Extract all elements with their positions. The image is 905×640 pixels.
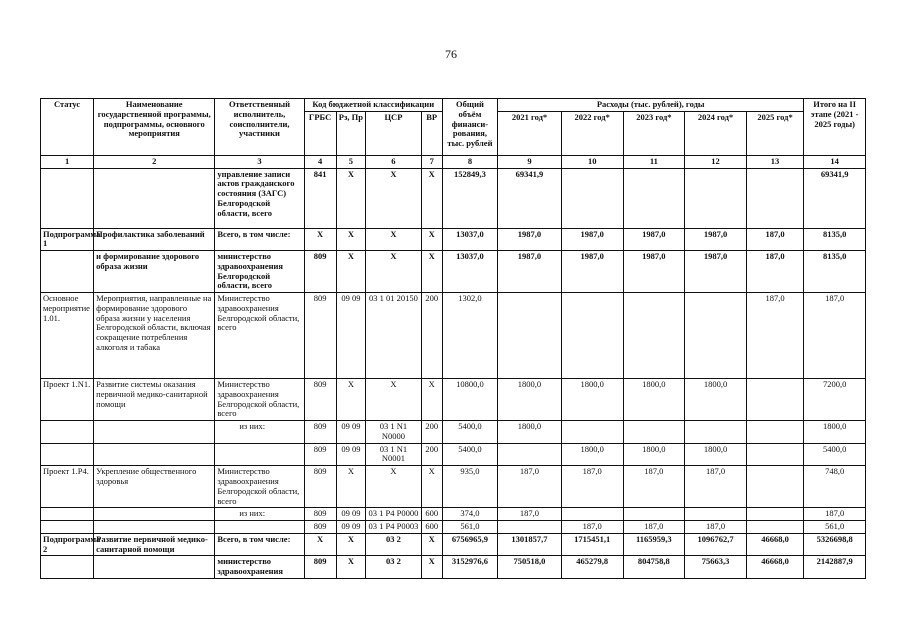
row-2024: 1096762,7	[685, 533, 747, 556]
row-total: 561,0	[442, 521, 497, 534]
row-name	[94, 508, 215, 521]
row-name: Мероприятия, направленные на формирование здорового образа жизни у населения Белгородской области, включая сокращение потребления алкоголя и табака	[94, 293, 215, 379]
header-status: Статус	[41, 99, 94, 156]
row-grbs: 809	[304, 421, 336, 444]
header-2024: 2024 год*	[685, 111, 747, 155]
row-status	[41, 556, 94, 579]
row-2022	[561, 293, 623, 379]
header-2023: 2023 год*	[623, 111, 685, 155]
row-responsible	[215, 443, 304, 466]
row-2022: 187,0	[561, 466, 623, 508]
row-vr: 200	[421, 443, 442, 466]
row-2024	[685, 508, 747, 521]
row-2023: 1987,0	[623, 251, 685, 293]
row-name	[94, 443, 215, 466]
row-2023: 1800,0	[623, 379, 685, 421]
col-number: 13	[746, 155, 803, 168]
header-rzpr: Рз, Пр	[336, 111, 366, 155]
row-itogo: 561,0	[804, 521, 866, 534]
row-2021	[498, 521, 562, 534]
row-status	[41, 508, 94, 521]
row-status	[41, 251, 94, 293]
table-row	[41, 379, 866, 421]
row-2023: 187,0	[623, 466, 685, 508]
row-name: Профилактика заболеваний	[94, 228, 215, 251]
row-2025: 187,0	[746, 251, 803, 293]
row-csr: 03 1 P4 P0003	[366, 521, 421, 534]
header-csr: ЦСР	[366, 111, 421, 155]
row-responsible: министерство здравоохранения	[215, 556, 304, 579]
row-rzpr: 09 09	[336, 521, 366, 534]
row-name: Развитие первичной медико-санитарной помощи	[94, 533, 215, 556]
row-2023	[623, 293, 685, 379]
row-rzpr: 09 09	[336, 421, 366, 444]
row-rzpr: 09 09	[336, 443, 366, 466]
row-responsible: Министерство здравоохранения Белгородской области, всего	[215, 293, 304, 379]
row-grbs: 809	[304, 293, 336, 379]
row-vr: Х	[421, 556, 442, 579]
row-name	[94, 421, 215, 444]
row-itogo: 5326698,8	[804, 533, 866, 556]
row-vr: 200	[421, 293, 442, 379]
row-2023: 1987,0	[623, 228, 685, 251]
table-row	[41, 443, 866, 466]
row-status	[41, 521, 94, 534]
row-total: 152849,3	[442, 168, 497, 228]
header-expenses: Расходы (тыс. рублей), годы	[498, 99, 804, 112]
row-name	[94, 168, 215, 228]
col-number: 6	[366, 155, 421, 168]
row-csr: Х	[366, 379, 421, 421]
row-2025	[746, 379, 803, 421]
row-grbs: 809	[304, 466, 336, 508]
row-csr: Х	[366, 251, 421, 293]
row-itogo: 69341,9	[804, 168, 866, 228]
row-itogo: 187,0	[804, 508, 866, 521]
col-number: 4	[304, 155, 336, 168]
row-total: 3152976,6	[442, 556, 497, 579]
table-row	[41, 228, 866, 251]
row-vr: Х	[421, 466, 442, 508]
row-2024: 187,0	[685, 521, 747, 534]
row-responsible	[215, 521, 304, 534]
col-number: 10	[561, 155, 623, 168]
row-vr: Х	[421, 379, 442, 421]
row-name: и формирование здорового образа жизни	[94, 251, 215, 293]
row-2022	[561, 168, 623, 228]
row-rzpr: 09 09	[336, 293, 366, 379]
col-number: 12	[685, 155, 747, 168]
row-total: 374,0	[442, 508, 497, 521]
col-number: 7	[421, 155, 442, 168]
row-name	[94, 556, 215, 579]
row-2025	[746, 466, 803, 508]
row-rzpr: Х	[336, 379, 366, 421]
row-total: 10800,0	[442, 379, 497, 421]
row-itogo: 8135,0	[804, 251, 866, 293]
row-2023	[623, 168, 685, 228]
row-status	[41, 443, 94, 466]
row-2022: 1987,0	[561, 251, 623, 293]
header-itogo: Итого на II этапе (2021 - 2025 годы)	[804, 99, 866, 156]
row-2024: 75663,3	[685, 556, 747, 579]
row-2021: 1800,0	[498, 379, 562, 421]
col-number: 2	[94, 155, 215, 168]
row-2022: 1800,0	[561, 443, 623, 466]
row-vr: Х	[421, 533, 442, 556]
row-vr: Х	[421, 228, 442, 251]
row-responsible: Всего, в том числе:	[215, 228, 304, 251]
row-responsible: управление записи актов гражданского состояния (ЗАГС) Белгородской области, всего	[215, 168, 304, 228]
header-2021: 2021 год*	[498, 111, 562, 155]
row-grbs: 809	[304, 379, 336, 421]
row-itogo: 2142887,9	[804, 556, 866, 579]
table-row	[41, 508, 866, 521]
row-rzpr: 09 09	[336, 508, 366, 521]
row-2022: 465279,8	[561, 556, 623, 579]
row-rzpr: Х	[336, 168, 366, 228]
row-csr: 03 1 N1 N0001	[366, 443, 421, 466]
row-2024: 1987,0	[685, 228, 747, 251]
row-itogo: 5400,0	[804, 443, 866, 466]
row-status: Подпрограмма 1	[41, 228, 94, 251]
row-2025	[746, 443, 803, 466]
row-itogo: 187,0	[804, 293, 866, 379]
row-2025: 187,0	[746, 228, 803, 251]
row-2023: 1800,0	[623, 443, 685, 466]
row-2025: 46668,0	[746, 533, 803, 556]
row-itogo: 748,0	[804, 466, 866, 508]
row-status	[41, 168, 94, 228]
row-name: Развитие системы оказания первичной медико-санитарной помощи	[94, 379, 215, 421]
row-2025	[746, 168, 803, 228]
col-number: 1	[41, 155, 94, 168]
table-row	[41, 466, 866, 508]
row-status: Проект 1.N1.	[41, 379, 94, 421]
row-2021: 1987,0	[498, 228, 562, 251]
header-kbk: Код бюджетной классификации	[304, 99, 442, 112]
row-2025	[746, 521, 803, 534]
row-2023: 804758,8	[623, 556, 685, 579]
row-responsible: Всего, в том числе:	[215, 533, 304, 556]
row-2024: 1800,0	[685, 379, 747, 421]
page-number: 76	[445, 47, 457, 61]
row-rzpr: Х	[336, 533, 366, 556]
row-rzpr: Х	[336, 228, 366, 251]
budget-table	[40, 98, 866, 579]
col-number: 3	[215, 155, 304, 168]
header-vr: ВР	[421, 111, 442, 155]
row-responsible: министерство здравоохранения Белгородской области, всего	[215, 251, 304, 293]
row-itogo: 7200,0	[804, 379, 866, 421]
col-number: 5	[336, 155, 366, 168]
row-2022	[561, 508, 623, 521]
row-grbs: 809	[304, 508, 336, 521]
row-rzpr: Х	[336, 251, 366, 293]
row-status: Подпрограмма 2	[41, 533, 94, 556]
row-total: 5400,0	[442, 443, 497, 466]
row-csr: Х	[366, 168, 421, 228]
row-vr: 200	[421, 421, 442, 444]
col-number: 14	[804, 155, 866, 168]
table-row	[41, 556, 866, 579]
row-grbs: 809	[304, 251, 336, 293]
row-2023: 187,0	[623, 521, 685, 534]
row-2021: 1987,0	[498, 251, 562, 293]
header-2022: 2022 год*	[561, 111, 623, 155]
row-status: Проект 1.P4.	[41, 466, 94, 508]
header-grbs: ГРБС	[304, 111, 336, 155]
row-csr: Х	[366, 466, 421, 508]
row-2025: 46668,0	[746, 556, 803, 579]
row-2021: 187,0	[498, 508, 562, 521]
row-vr: Х	[421, 168, 442, 228]
table-row	[41, 521, 866, 534]
row-2022: 187,0	[561, 521, 623, 534]
row-2025	[746, 508, 803, 521]
row-2021: 1800,0	[498, 421, 562, 444]
row-status: Основное мероприятие 1.01.	[41, 293, 94, 379]
row-2024	[685, 293, 747, 379]
row-2021: 69341,9	[498, 168, 562, 228]
row-total: 13037,0	[442, 228, 497, 251]
row-responsible: из них:	[215, 421, 304, 444]
row-name: Укрепление общественного здоровья	[94, 466, 215, 508]
row-2023	[623, 508, 685, 521]
table-row	[41, 421, 866, 444]
table-row	[41, 293, 866, 379]
row-csr: 03 1 P4 P0000	[366, 508, 421, 521]
row-vr: 600	[421, 508, 442, 521]
row-itogo: 8135,0	[804, 228, 866, 251]
row-2021	[498, 293, 562, 379]
row-responsible: Министерство здравоохранения Белгородской области, всего	[215, 379, 304, 421]
row-2024: 1800,0	[685, 443, 747, 466]
row-2021: 187,0	[498, 466, 562, 508]
table-row	[41, 533, 866, 556]
row-vr: 600	[421, 521, 442, 534]
table-row	[41, 251, 866, 293]
row-name	[94, 521, 215, 534]
col-number: 8	[442, 155, 497, 168]
row-itogo: 1800,0	[804, 421, 866, 444]
row-total: 5400,0	[442, 421, 497, 444]
row-responsible: Министерство здравоохранения Белгородской области, всего	[215, 466, 304, 508]
row-grbs: 809	[304, 443, 336, 466]
header-2025: 2025 год*	[746, 111, 803, 155]
row-total: 6756965,9	[442, 533, 497, 556]
row-2023: 1165959,3	[623, 533, 685, 556]
row-csr: 03 2	[366, 556, 421, 579]
table-row	[41, 168, 866, 228]
row-2022: 1800,0	[561, 379, 623, 421]
row-2022: 1715451,1	[561, 533, 623, 556]
header-responsible: Ответственный исполнитель, соисполнители, участники	[215, 99, 304, 156]
row-2024: 1987,0	[685, 251, 747, 293]
row-grbs: 809	[304, 556, 336, 579]
row-csr: 03 2	[366, 533, 421, 556]
row-2024	[685, 168, 747, 228]
row-2021: 1301857,7	[498, 533, 562, 556]
row-2025: 187,0	[746, 293, 803, 379]
row-grbs: 809	[304, 521, 336, 534]
row-total: 935,0	[442, 466, 497, 508]
row-responsible: из них:	[215, 508, 304, 521]
row-grbs: 841	[304, 168, 336, 228]
row-2024	[685, 421, 747, 444]
row-2024: 187,0	[685, 466, 747, 508]
col-number: 9	[498, 155, 562, 168]
row-2021: 750518,0	[498, 556, 562, 579]
row-grbs: Х	[304, 228, 336, 251]
row-vr: Х	[421, 251, 442, 293]
row-2025	[746, 421, 803, 444]
row-2021	[498, 443, 562, 466]
row-csr: 03 1 N1 N0000	[366, 421, 421, 444]
row-status	[41, 421, 94, 444]
row-total: 13037,0	[442, 251, 497, 293]
row-rzpr: Х	[336, 466, 366, 508]
row-2022	[561, 421, 623, 444]
row-total: 1302,0	[442, 293, 497, 379]
header-name: Наименование государственной программы, подпрограммы, основного мероприятия	[94, 99, 215, 156]
row-csr: 03 1 01 20150	[366, 293, 421, 379]
row-rzpr: Х	[336, 556, 366, 579]
row-2023	[623, 421, 685, 444]
row-grbs: Х	[304, 533, 336, 556]
col-number: 11	[623, 155, 685, 168]
header-total: Общий объём финанси- рования, тыс. рублей	[442, 99, 497, 156]
row-csr: Х	[366, 228, 421, 251]
row-2022: 1987,0	[561, 228, 623, 251]
